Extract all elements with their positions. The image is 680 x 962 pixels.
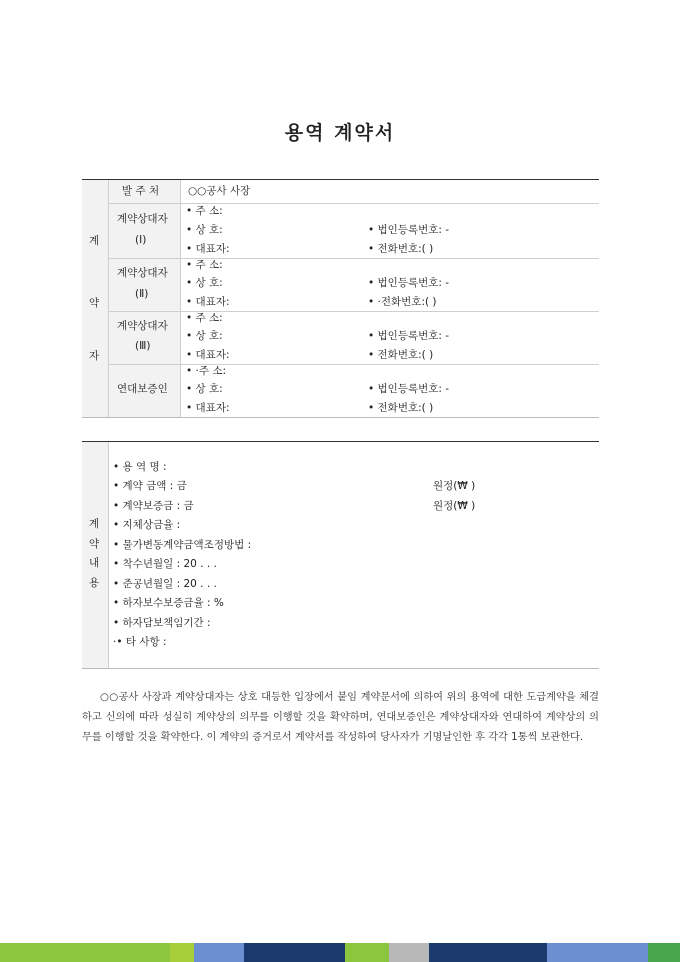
footer-band-segment	[170, 943, 194, 962]
party-reg-number: • 법인등록번호: -	[368, 330, 450, 342]
party-address: • 주 소:	[186, 259, 223, 271]
footer-band-segment	[0, 943, 170, 962]
content-side-shade	[82, 442, 108, 668]
contract-side-label-1: 계	[89, 235, 100, 247]
footer-band-segment	[547, 943, 648, 962]
content-item-defect-rate: • 하자보수보증금율 : %	[113, 597, 224, 609]
party-label: 계약상대자	[117, 320, 168, 332]
party-address: • ·주 소:	[186, 365, 227, 377]
content-item-end-date: • 준공년월일 : 20 . . .	[113, 578, 217, 590]
client-value: ○○공사 사장	[188, 185, 251, 197]
col-divider	[180, 180, 181, 417]
party-representative: • 대표자:	[186, 296, 230, 308]
content-item-contract-amount: • 계약 금액 : 금	[113, 480, 187, 492]
party-company: • 상 호:	[186, 383, 223, 395]
party-company: • 상 호:	[186, 277, 223, 289]
content-item-start-date: • 착수년월일 : 20 . . .	[113, 558, 217, 570]
content-side-label-1: 계	[89, 518, 100, 530]
guarantor-label: 연대보증인	[117, 383, 168, 395]
contract-side-label-2: 약	[89, 297, 100, 309]
client-label: 발 주 처	[122, 185, 160, 197]
content-item-other: ·• 타 사항 :	[113, 636, 167, 648]
content-item-price-adjust: • 물가변동계약금액조정방법 :	[113, 539, 252, 551]
party-reg-number: • 법인등록번호: -	[368, 277, 450, 289]
row-divider	[108, 203, 599, 204]
party-reg-number: • 법인등록번호: -	[368, 224, 450, 236]
content-side-label-2: 약	[89, 538, 100, 550]
party-company: • 상 호:	[186, 330, 223, 342]
party-representative: • 대표자:	[186, 243, 230, 255]
document-title: 용역 계약서	[284, 122, 396, 144]
party-sub: (Ⅰ)	[135, 234, 147, 246]
party-label: 계약상대자	[117, 213, 168, 225]
content-side-label-3: 내	[89, 557, 100, 569]
col-divider	[108, 180, 109, 417]
agreement-paragraph: ○○공사 사장과 계약상대자는 상호 대등한 입장에서 붙임 계약문서에 의하여 위의 용역에 대한 도급계약을 체결하고 신의에 따라 성실히 계약상의 의무를 이행할 것을 확약하며, 연대보증인은 계약상대자와 연대하여 계약상의 의무를 이행할 것을 확약한다. 이 계약의 증거로서 계약서를 작성하여 당사자가 기명날인한 후 각각 1통씩 보관한다.	[82, 692, 599, 743]
content-table-bottom-rule	[82, 668, 599, 669]
party-sub: (Ⅲ)	[135, 340, 151, 352]
party-reg-number: • 법인등록번호: -	[368, 383, 450, 395]
row-divider	[108, 311, 599, 312]
party-address: • 주 소:	[186, 312, 223, 324]
contract-amount-won: 원정(₩ )	[433, 480, 476, 492]
row-divider	[108, 364, 599, 365]
party-phone: • 전화번호:( )	[368, 243, 434, 255]
content-table-top-rule	[82, 441, 599, 442]
party-sub: (Ⅱ)	[135, 288, 149, 300]
content-item-deposit: • 계약보증금 : 금	[113, 500, 194, 512]
footer-band-segment	[429, 943, 547, 962]
content-side-label-4: 용	[89, 577, 100, 589]
contract-side-label-3: 자	[89, 350, 100, 362]
party-representative: • 대표자:	[186, 402, 230, 414]
party-phone: • ·전화번호:( )	[368, 296, 437, 308]
footer-band-segment	[345, 943, 389, 962]
party-phone: • 전화번호:( )	[368, 402, 434, 414]
col-divider	[108, 442, 109, 668]
party-label: 계약상대자	[117, 267, 168, 279]
footer-band-segment	[244, 943, 345, 962]
party-company: • 상 호:	[186, 224, 223, 236]
deposit-amount-won: 원정(₩ )	[433, 500, 476, 512]
contract-table-bottom-rule	[82, 417, 599, 418]
footer-band-segment	[389, 943, 429, 962]
row-divider	[108, 258, 599, 259]
party-representative: • 대표자:	[186, 349, 230, 361]
party-address: • 주 소:	[186, 205, 223, 217]
footer-band-segment	[194, 943, 244, 962]
party-phone: • 전화번호:( )	[368, 349, 434, 361]
footer-band-segment	[648, 943, 680, 962]
content-item-warranty-period: • 하자담보책임기간 :	[113, 617, 211, 629]
content-item-service-name: • 용 역 명 :	[113, 461, 167, 473]
content-item-delay-rate: • 지체상금율 :	[113, 519, 181, 531]
